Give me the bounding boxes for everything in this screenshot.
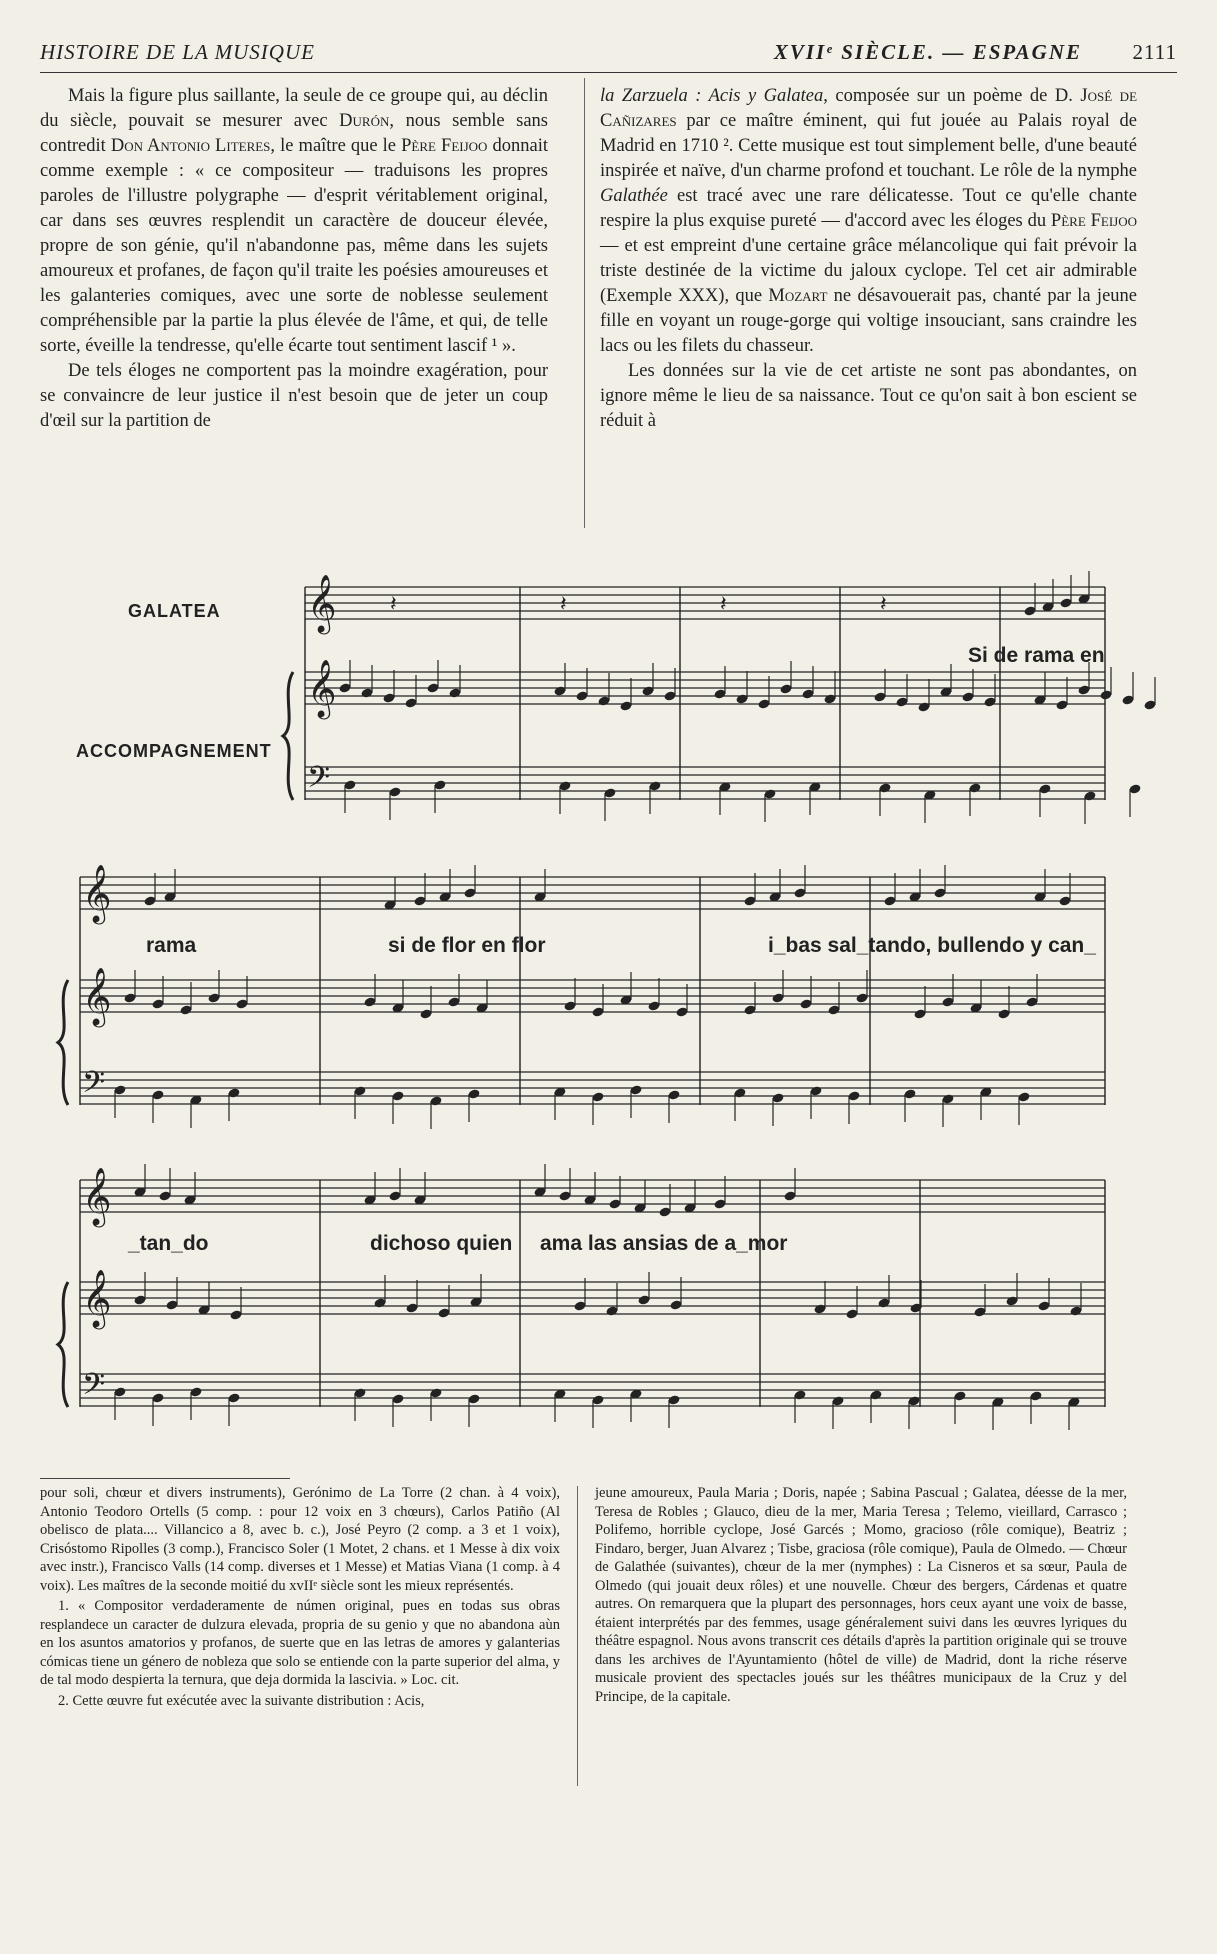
system2-clef: 𝄞: [82, 864, 112, 922]
footnote-2-continued: jeune amoureux, Paula Maria ; Doris, napée ; Sabina Pascual ; Galatea, déesse de la mer, Teresa de Robles ; Glauco, dieu de la mer, Maria Teresa ; Telemo, vieillard, Carrasco ; Polifemo, horrible cyclope, José Garcés ; Momo, gracioso (rôle comique), Beatriz ; Findaro, berger, Juan Alvarez ; Tisbe, graciosa (rôle comique), Paula de Olmedo. — Chœur de Galathée (suivantes), chœur de la mer (nymphes) : La Cisneros et sa sœur, Paula de Olmedo (qui jouait deux rôles) et une nouvelle. Chœur des bergers, Cárdenas et quatre autres. On remarquera que la plupart des personnages, hors ceux ayant une voix de basse, étaient interprétés par des femmes, usage généralement suivi dans les œuvres lyriques du théâtre espagnol. Nous avons transcrit ces détails d'après la partition originale qui se trouve dans les archives de l'Ayuntamiento (hôtel de ville) de Madrid, dont la riche réserve musicale provient des spectacles joués sur les théâtres municipaux de la Cruz y del Principe, de la capitale.: [595, 1485, 1127, 1705]
music-example: [0, 560, 1217, 1450]
system1-clef: 𝄢: [307, 761, 331, 802]
page-number: 2111: [1132, 40, 1177, 64]
running-head-title: HISTOIRE DE LA MUSIQUE: [40, 40, 315, 64]
column-divider: [584, 78, 585, 528]
lyrics-system-3b: dichoso quien: [370, 1232, 513, 1255]
system3-brace: [58, 1282, 68, 1407]
voice-label: GALATEA: [128, 601, 221, 621]
footnote-1: 1. « Compositor verdaderamente de númen original, pues en todas sus obras resplandece un caracter de dulzura elevada, propria de su genio y que no abandona aùn en los asuntos amatorios y profanos, de suerte que en las letras de amores y galanterias cómicas tiene un género de nobleza que solo se entiende con la parte superior del alma, y de tal modo despierta la ternura, que deja dormida la lascivia. » Loc. cit.: [40, 1598, 560, 1688]
system3-clef: 𝄞: [82, 1167, 112, 1225]
footnotes-left: [40, 1484, 560, 1712]
right-column: [600, 84, 1137, 434]
lyrics-system-2c: i_bas sal_tando, bullendo y can_: [768, 934, 1096, 957]
system2-clef: 𝄢: [82, 1066, 106, 1107]
system3-clef: 𝄢: [82, 1368, 106, 1409]
lyrics-system-1: Si de rama en: [968, 644, 1105, 667]
lyrics-system-3a: _tan_do: [128, 1232, 209, 1255]
system1-clef: 𝄞: [307, 574, 337, 632]
footnote-divider: [577, 1486, 578, 1786]
accompaniment-label: ACCOMPAGNEMENT: [76, 741, 272, 761]
paragraph-donnees: Les données sur la vie de cet artiste ne sont pas abondantes, on ignore même le lieu de sa naissance. Tout ce qu'on sait à bon escient se réduit à: [600, 361, 1137, 431]
lyrics-system-2a: rama: [146, 934, 197, 957]
left-column: [40, 84, 548, 434]
system2-clef: 𝄞: [82, 967, 112, 1025]
footnote-rule: [40, 1478, 290, 1479]
paragraph-zarzuela: la Zarzuela : Acis y Galatea, composée sur un poème de D. José de Cañizares par ce maître éminent, qui fut jouée au Palais royal de Madrid en 1710 ². Cette musique est tout simplement belle, d'une beauté inspirée et naïve, d'un charme profond et touchant. Le rôle de la nymphe Galathée est tracé avec une rare délicatesse. Tout ce qu'elle chante respire la plus exquise pureté — d'accord avec les éloges du Père Feijoo — et est empreint d'une certaine grâce mélancolique qui fait prévoir la triste destinée de la victime du jaloux cyclope. Tel cet air admirable (Exemple XXX), que Mozart ne désavouerait pas, chanté par la jeune fille en voyant un rouge-gorge qui voltige insouciant, sans craindre les lacs ou les filets du chasseur.: [600, 86, 1138, 356]
system1-clef: 𝄞: [307, 659, 337, 717]
paragraph-eloges: De tels éloges ne comportent pas la moindre exagération, pour se convaincre de leur justice il n'est besoin que de jeter un coup d'œil sur la partition de: [40, 361, 548, 431]
rest: 𝄽: [880, 592, 887, 617]
lyrics-system-3c: ama las ansias de a_mor: [540, 1232, 788, 1255]
running-head: [40, 40, 1177, 70]
system2-brace: [58, 980, 68, 1105]
system1-brace: [283, 672, 293, 800]
running-head-section: XVIIᵉ SIÈCLE. — ESPAGNE: [773, 40, 1082, 64]
header-rule: [40, 72, 1177, 73]
system3-clef: 𝄞: [82, 1269, 112, 1327]
footnotes-right: [595, 1484, 1127, 1708]
footnote-2: 2. Cette œuvre fut exécutée avec la suivante distribution : Acis,: [58, 1692, 425, 1709]
lyrics-system-2b: si de flor en flor: [388, 934, 546, 957]
footnote-continuation: pour soli, chœur et divers instruments), Gerónimo de La Torre (2 chan. à 4 voix), Antonio Teodoro Ortells (5 comp. : pour 12 voix en 3 chœurs), Carlos Patiño (Al obelisco de plata.... Villancico a 8, avec b. c.), José Peyro (2 comp. a 3 et 1 voix), Crisóstomo Ripolles (3 comp.), Francisco Soler (1 Motet, 2 chans. et 1 Messe à dix voix avec instr.), Francisco Valls (14 comp. diverses et 1 Messe) et Matias Viana (1 comp. à 4 voix). Les maîtres de la seconde moitié du xvIIᵉ siècle sont les mieux représentés.: [40, 1485, 560, 1594]
paragraph-literes: Mais la figure plus saillante, la seule de ce groupe qui, au déclin du siècle, pouvait se mesurer avec Durón, nous semble sans contredit Don Antonio Literes, le maître que le Père Feijoo donnait comme exemple : « ce compositeur — traduisons les propres paroles de l'illustre polygraphe — d'esprit véritablement original, car dans ses œuvres resplendit un caractère de douceur élevée, propre de son génie, qu'il n'abandonne pas, même dans les sujets amoureux et profanes, de façon qu'il traite les poésies amoureuses et les galanteries comiques, avec une sorte de noblesse seulement compréhensible par la partie la plus élevée de l'âme, et qui, de telle sorte, éveille la tendresse, qu'elle écarte tout sentiment lascif ¹ ».: [40, 86, 548, 356]
score-engraving: [0, 560, 1217, 1450]
rest: 𝄽: [390, 592, 397, 617]
rest: 𝄽: [560, 592, 567, 617]
rest: 𝄽: [720, 592, 727, 617]
